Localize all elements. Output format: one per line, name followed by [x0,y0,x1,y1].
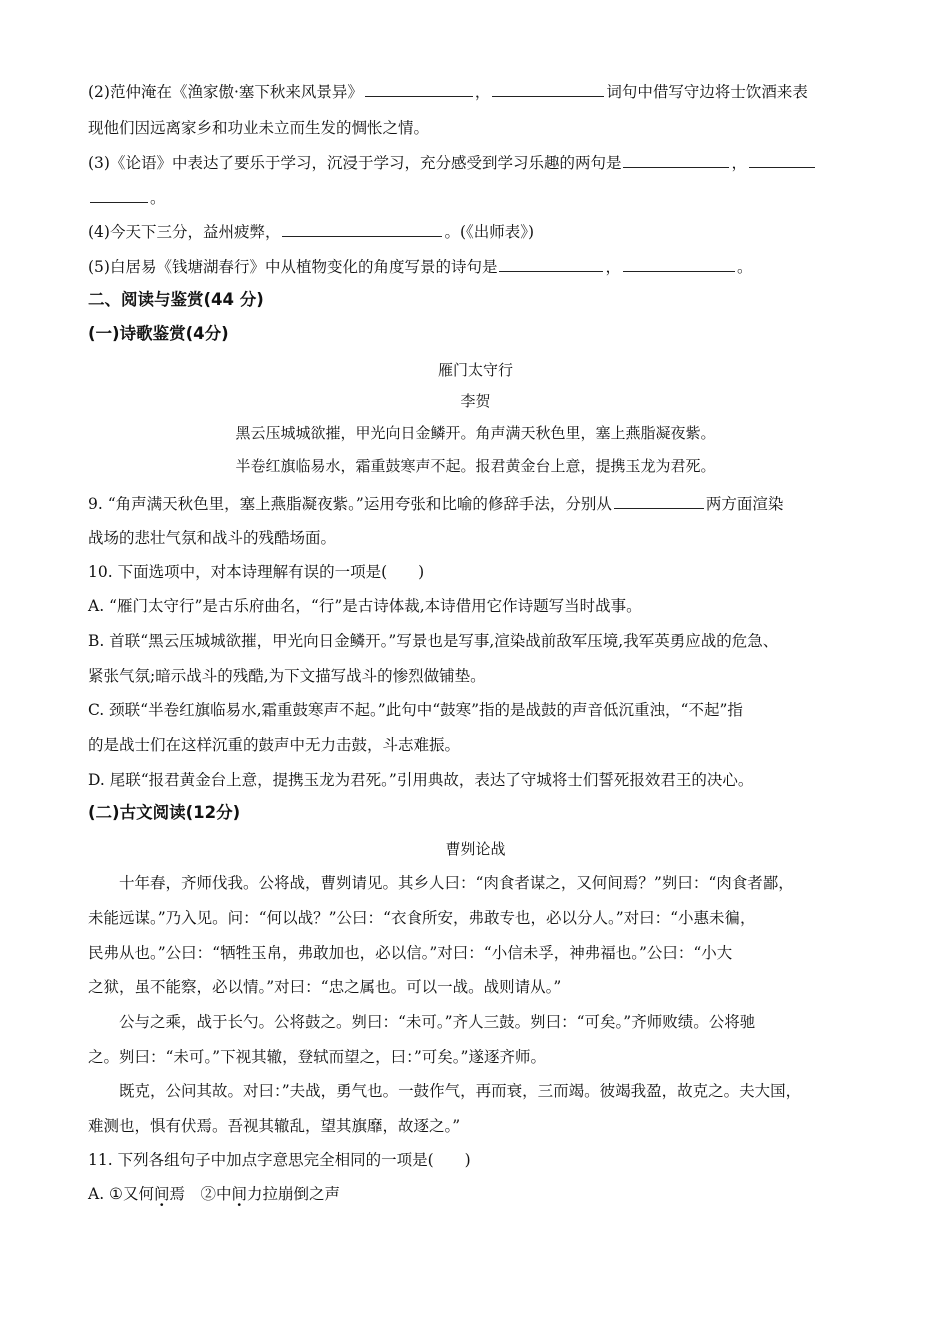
section-heading: 二、阅读与鉴赏(44 分) [88,290,264,309]
q3-line2: 。 [88,186,166,209]
answer-blank[interactable] [90,186,148,203]
q4-line: (4)今天下三分，益州疲弊， 。(《出师表》) [88,220,534,243]
q9-line2: 战场的悲壮气氛和战斗的残酷场面。 [88,529,337,547]
answer-blank[interactable] [365,80,473,97]
q11-stem: 11. 下列各组句子中加点字意思完全相同的一项是( ) [88,1151,471,1169]
q9-line1: 9. “角声满天秋色里，塞上燕脂凝夜紫。”运用夸张和比喻的修辞手法，分别从 两方面渲染 [88,492,783,515]
poetry-heading: (一)诗歌鉴赏(4分) [88,324,229,343]
passage-p3-line2: 难测也，惧有伏焉。吾视其辙乱，望其旗靡，故逐之。” [88,1117,461,1135]
classical-heading: (二)古文阅读(12分) [88,803,241,822]
emphasis-dot-char: 间 [231,1185,247,1203]
passage-p3-line1: 既克，公问其故。对曰：”夫战，勇气也。一鼓作气，再而衰，三而竭。彼竭我盈，故克之。夫大国， [119,1082,802,1100]
q10-option-a[interactable]: A. “雁门太守行”是古乐府曲名，“行”是古诗体裁,本诗借用它作诗题写当时战事。 [88,597,642,615]
answer-blank[interactable] [623,255,735,272]
emphasis-dot-char: 间 [153,1185,170,1203]
passage-p1-line4: 之狱，虽不能察，必以情。”对曰：“忠之属也。可以一战。战则请从。” [88,978,562,996]
answer-blank[interactable] [499,255,603,272]
passage-p2-line2: 之。刿曰：“未可。”下视其辙，登轼而望之，曰：”可矣。”遂逐齐师。 [88,1048,546,1066]
q2-line1: (2)范仲淹在《渔家傲·塞下秋来风景异》 ， 词句中借写守边将士饮酒来表 [88,80,808,103]
q3-line1: (3)《论语》中表达了要乐于学习，沉浸于学习，充分感受到学习乐趣的两句是 ， [88,151,817,174]
q10-option-d[interactable]: D. 尾联“报君黄金台上意，提携玉龙为君死。”引用典故，表达了守城将士们誓死报效君王的决心。 [88,771,754,789]
answer-blank[interactable] [282,220,442,237]
q10-option-b-cont: 紧张气氛;暗示战斗的残酷,为下文描写战斗的惨烈做铺垫。 [88,667,486,685]
answer-blank[interactable] [614,492,704,509]
poem-line-1: 黑云压城城欲摧，甲光向日金鳞开。角声满天秋色里，塞上燕脂凝夜紫。 [235,424,716,442]
poem-title: 雁门太守行 [437,361,513,379]
q10-stem: 10. 下面选项中，对本诗理解有误的一项是( ) [88,563,425,581]
q2-line2: 现他们因远离家乡和功业未立而生发的惆怅之情。 [88,119,430,137]
passage-p2-line1: 公与之乘，战于长勺。公将鼓之。刿曰：“未可。”齐人三鼓。刿曰：“可矣。”齐师败绩。公将驰 [119,1013,756,1031]
answer-blank[interactable] [492,80,604,97]
q10-option-c[interactable]: C. 颈联“半卷红旗临易水,霜重鼓寒声不起。”此句中“鼓寒”指的是战鼓的声音低沉重浊，“不起”指 [88,701,743,719]
passage-p1-line2: 未能远谋。”乃入见。问：“何以战？”公曰：“衣食所安，弗敢专也，必以分人。”对曰：“小惠未徧， [88,909,756,927]
q5-line: (5)白居易《钱塘湖春行》中从植物变化的角度写景的诗句是 ， 。 [88,255,753,278]
q11-option-a[interactable]: A. ①又何间焉 ②中间力拉崩倒之声 [88,1185,341,1203]
poem-author: 李贺 [460,392,491,410]
q10-option-b[interactable]: B. 首联“黑云压城城欲摧，甲光向日金鳞开。”写景也是写事,渲染战前敌军压境,我军英勇应战的危急、 [88,632,779,650]
poem-line-2: 半卷红旗临易水，霜重鼓寒声不起。报君黄金台上意，提携玉龙为君死。 [235,457,716,475]
passage-p1-line1: 十年春，齐师伐我。公将战，曹刿请见。其乡人曰：“肉食者谋之，又何间焉？”刿曰：“肉食者鄙， [119,874,794,892]
passage-p1-line3: 民弗从也。”公曰：“牺牲玉帛，弗敢加也，必以信。”对曰：“小信未孚，神弗福也。”公曰：“小大 [88,944,733,962]
q10-option-c-cont: 的是战士们在这样沉重的鼓声中无力击鼓，斗志难振。 [88,736,461,754]
answer-blank[interactable] [623,151,729,168]
answer-blank[interactable] [749,151,815,168]
classical-title: 曹刿论战 [445,840,506,858]
